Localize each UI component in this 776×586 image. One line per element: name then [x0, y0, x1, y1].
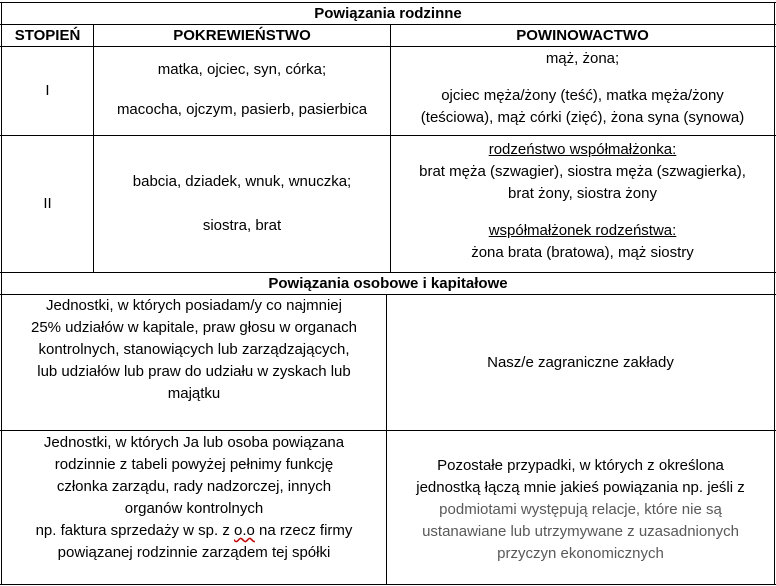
- foreign-entities: Nasz/e zagraniczne zakłady: [487, 353, 674, 371]
- degree-1: I: [45, 82, 50, 99]
- header-affinity: POWINOWACTWO: [516, 26, 649, 44]
- section-title-family: Powiązania rodzinne: [314, 4, 462, 22]
- text-line: podmiotami występują relacje, które nie są: [439, 501, 722, 518]
- text-line: jednostką łączą mnie jakieś powiązania np. jeśli z: [416, 479, 745, 496]
- text-line: przyczyn ekonomicznych: [497, 545, 664, 562]
- spellcheck-underlined-word: o.o: [234, 522, 255, 539]
- text-line: majątku: [167, 385, 221, 402]
- text-line: lub udziałów lub praw do udziału w zyskach lub: [37, 363, 351, 380]
- text-line: [36, 520, 353, 542]
- affinity-degree-1: [391, 47, 774, 135]
- text-line: powiązanej rodzinnie zarządem tej spółki: [57, 544, 331, 561]
- other-cases-description: [387, 431, 774, 584]
- text-line: kontrolnych, stanowiących lub zarządzających,: [38, 341, 350, 358]
- subheading-spouse-siblings: rodzeństwo współmałżonka:: [488, 141, 677, 158]
- degree-2: II: [43, 195, 52, 212]
- text-line: ojciec męża/żony (teść), matka męża/żony: [441, 87, 724, 104]
- capital-ties-description: [2, 295, 386, 430]
- blood-relationship-degree-1: [94, 47, 390, 135]
- section-title-personal-capital: Powiązania osobowe i kapitałowe: [268, 274, 508, 292]
- text-line: 25% udziałów w kapitale, praw głosu w organach: [30, 319, 357, 336]
- text-line: babcia, dziadek, wnuk, wnuczka;: [132, 173, 352, 190]
- text-line: macocha, ojczym, pasierb, pasierbica: [116, 101, 368, 118]
- table-border-right: [774, 2, 775, 585]
- text-line: siostra, brat: [202, 217, 282, 234]
- text-line: ustanawiane lub utrzymywane z uzasadnionych: [422, 523, 739, 540]
- text-line: organów kontrolnych: [124, 500, 264, 517]
- board-membership-description: [2, 431, 386, 584]
- header-degree: STOPIEŃ: [14, 26, 81, 44]
- text-line: Jednostki, w których posiadam/y co najmniej: [46, 297, 342, 314]
- text-fragment: np. faktura sprzedaży w sp. z: [35, 522, 235, 539]
- table-border-bottom: [0, 584, 776, 585]
- text-line: rodzinnie z tabeli powyżej pełnimy funkcję: [54, 456, 334, 473]
- header-blood-relationship: POKREWIEŃSTWO: [173, 26, 311, 44]
- text-line: matka, ojciec, syn, córka;: [157, 61, 327, 78]
- text-line: brat męża (szwagier), siostra męża (szwagierka),: [419, 163, 746, 180]
- text-line: brat żony, siostra żony: [508, 185, 657, 202]
- text-line: Jednostki, w których Ja lub osoba powiązana: [43, 434, 345, 451]
- subheading-siblings-spouse: współmałżonek rodzeństwa:: [488, 222, 677, 239]
- text-line: mąż, żona;: [545, 50, 620, 67]
- text-line: (teściowa), mąż córki (zięć), żona syna (synowa): [420, 109, 745, 126]
- affinity-degree-2: [391, 136, 774, 272]
- text-line: członka zarządu, rady nadzorczej, innych: [56, 478, 332, 495]
- text-line: żona brata (bratowa), mąż siostry: [471, 244, 694, 261]
- text-fragment: na rzecz firmy: [254, 522, 353, 539]
- blood-relationship-degree-2: [94, 136, 390, 272]
- text-line: Pozostałe przypadki, w których z określona: [437, 457, 724, 474]
